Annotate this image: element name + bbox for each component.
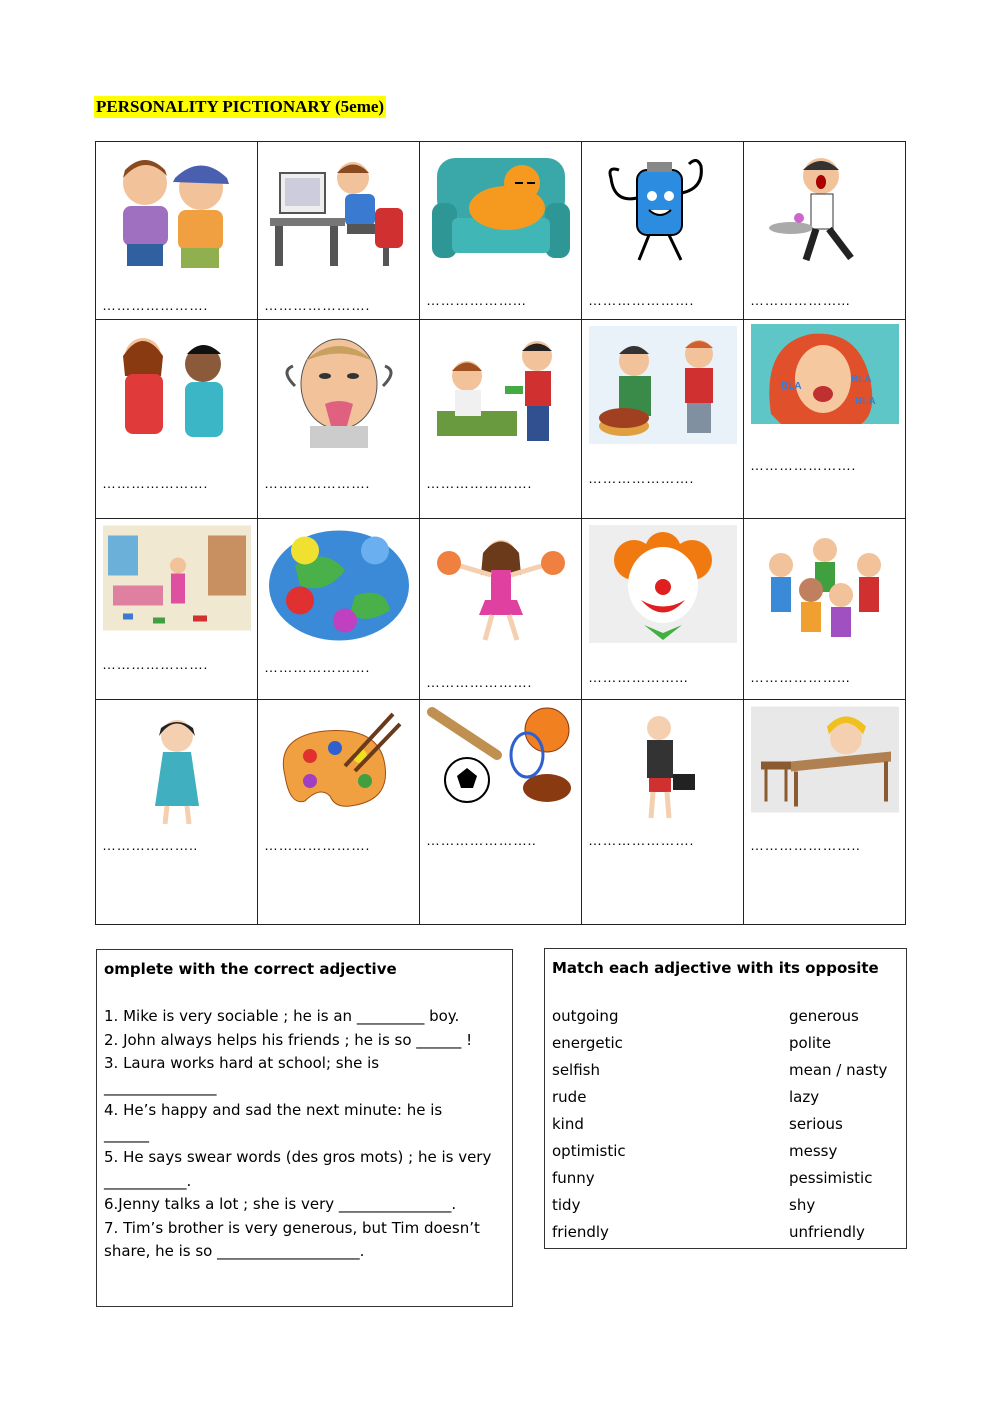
sports-balls-picture: [426, 700, 575, 825]
answer-blank[interactable]: ………………….: [750, 457, 856, 473]
answer-blank[interactable]: ………………….: [426, 475, 532, 491]
woman-bla-bla-picture: [750, 324, 899, 429]
picture-cell: [96, 700, 258, 925]
sentence-line: share, he is so ___________________.: [104, 1242, 365, 1260]
answer-blank[interactable]: ………………….: [264, 475, 370, 491]
adjective-column: [552, 1003, 626, 1246]
pictionary-grid: [95, 141, 906, 925]
svg-text:BLA: BLA: [850, 374, 872, 385]
svg-text:BLA: BLA: [854, 396, 876, 407]
sentence-line: 7. Tim’s brother is very generous, but Tim doesn’t: [104, 1218, 480, 1237]
answer-blank[interactable]: ………………….: [588, 832, 694, 848]
girl-pulling-hair-picture: [102, 326, 251, 451]
opposite-item[interactable]: messy: [789, 1142, 838, 1160]
messy-bedroom-picture: [102, 525, 251, 635]
picture-cell: [582, 519, 744, 700]
picture-cell: [420, 320, 582, 519]
sentence-line: ______: [104, 1124, 149, 1143]
answer-blank[interactable]: ………………...: [750, 669, 851, 685]
adjective-item[interactable]: outgoing: [552, 1007, 619, 1025]
grid-row: [96, 700, 906, 925]
answer-blank[interactable]: ………………….: [264, 297, 370, 313]
picture-cell: [258, 700, 420, 925]
opposite-column: [789, 1003, 887, 1246]
sentence-line: 2. John always helps his friends ; he is so ______ !: [104, 1030, 473, 1049]
muscular-battery-picture: [588, 148, 737, 273]
garfield-sleeping-on-sofa-picture: [426, 148, 575, 273]
adjective-item[interactable]: tidy: [552, 1196, 581, 1214]
picture-cell: [258, 519, 420, 700]
answer-blank[interactable]: ………………...: [426, 292, 527, 308]
picture-cell: [258, 142, 420, 320]
picture-cell: [582, 700, 744, 925]
clown-picture: [588, 525, 737, 650]
opposite-item[interactable]: mean / nasty: [789, 1061, 888, 1079]
picture-cell: [744, 700, 906, 925]
answer-blank[interactable]: …………………..: [426, 832, 537, 848]
answer-blank[interactable]: ………………….: [102, 656, 208, 672]
sentence-line: 3. Laura works hard at school; she is: [104, 1054, 380, 1072]
picture-cell: [744, 320, 906, 519]
adjective-item[interactable]: funny: [552, 1169, 595, 1187]
opposite-item[interactable]: serious: [789, 1115, 843, 1133]
sulking-girl-at-desk-picture: [750, 706, 899, 816]
answer-blank[interactable]: ………………….: [102, 475, 208, 491]
picture-cell: [96, 519, 258, 700]
answer-blank[interactable]: ………………...: [588, 669, 689, 685]
group-of-kids-picture: [750, 525, 899, 650]
sentence-line: 4. He’s happy and sad the next minute: he is: [104, 1101, 443, 1119]
grid-row: [96, 320, 906, 519]
picture-cell: [96, 142, 258, 320]
adjective-item[interactable]: energetic: [552, 1034, 623, 1052]
answer-blank[interactable]: ………………...: [750, 292, 851, 308]
picture-cell: [420, 700, 582, 925]
opposite-item[interactable]: generous: [789, 1007, 859, 1025]
mood-faces-globe-picture: [264, 525, 413, 645]
waiter-dropping-tray-picture: [750, 148, 899, 273]
opposite-item[interactable]: unfriendly: [789, 1223, 865, 1241]
picture-cell: [582, 320, 744, 519]
opposite-item[interactable]: pessimistic: [789, 1169, 873, 1187]
cheerleader-picture: [426, 525, 575, 650]
opposite-item[interactable]: shy: [789, 1196, 816, 1214]
boy-at-computer-picture: [264, 148, 413, 273]
grid-row: [96, 142, 906, 320]
answer-blank[interactable]: ………………….: [264, 659, 370, 675]
adjective-item[interactable]: friendly: [552, 1223, 609, 1241]
shy-girl-picture: [102, 706, 251, 831]
answer-blank[interactable]: ………………….: [264, 837, 370, 853]
boy-sticking-out-tongue-picture: [264, 326, 413, 451]
page-title: PERSONALITY PICTIONARY (5eme): [96, 97, 385, 116]
answer-blank[interactable]: ………………….: [588, 470, 694, 486]
picture-cell: [744, 519, 906, 700]
boy-eating-whole-cake-picture: [588, 326, 737, 451]
sentence-list: [104, 1005, 509, 1264]
answer-blank[interactable]: ………………….: [426, 674, 532, 690]
match-exercise-box: [544, 948, 907, 1249]
complete-heading: omplete with the correct adjective: [104, 960, 397, 978]
picture-cell: [744, 142, 906, 320]
svg-text:BLA: BLA: [780, 381, 802, 392]
picture-cell: [258, 320, 420, 519]
sentence-line: _______________: [104, 1077, 217, 1096]
answer-blank[interactable]: ………………..: [102, 837, 198, 853]
two-friends-hugging-picture: [102, 148, 251, 273]
boy-giving-coin-picture: [426, 326, 575, 451]
answer-blank[interactable]: ………………….: [102, 297, 208, 313]
sentence-line: 6.Jenny talks a lot ; she is very _______________.: [104, 1195, 457, 1213]
man-in-underwear-picture: [588, 706, 737, 831]
adjective-item[interactable]: rude: [552, 1088, 587, 1106]
adjective-item[interactable]: optimistic: [552, 1142, 626, 1160]
sentence-line: 5. He says swear words (des gros mots) ; he is very: [104, 1148, 492, 1166]
answer-blank[interactable]: …………………..: [750, 837, 861, 853]
picture-cell: [420, 142, 582, 320]
grid-row: [96, 519, 906, 700]
sentence-line: ___________.: [104, 1171, 192, 1190]
answer-blank[interactable]: ………………….: [588, 292, 694, 308]
match-heading: Match each adjective with its opposite: [552, 959, 879, 977]
picture-cell: [582, 142, 744, 320]
picture-cell: [420, 519, 582, 700]
paint-palette-picture: [264, 706, 413, 831]
complete-exercise-box: [96, 949, 513, 1307]
adjective-item[interactable]: kind: [552, 1115, 584, 1133]
opposite-item[interactable]: lazy: [789, 1088, 820, 1106]
picture-cell: [96, 320, 258, 519]
opposite-item[interactable]: polite: [789, 1034, 832, 1052]
sentence-line: 1. Mike is very sociable ; he is an _________ boy.: [104, 1007, 460, 1025]
adjective-item[interactable]: selfish: [552, 1061, 600, 1079]
